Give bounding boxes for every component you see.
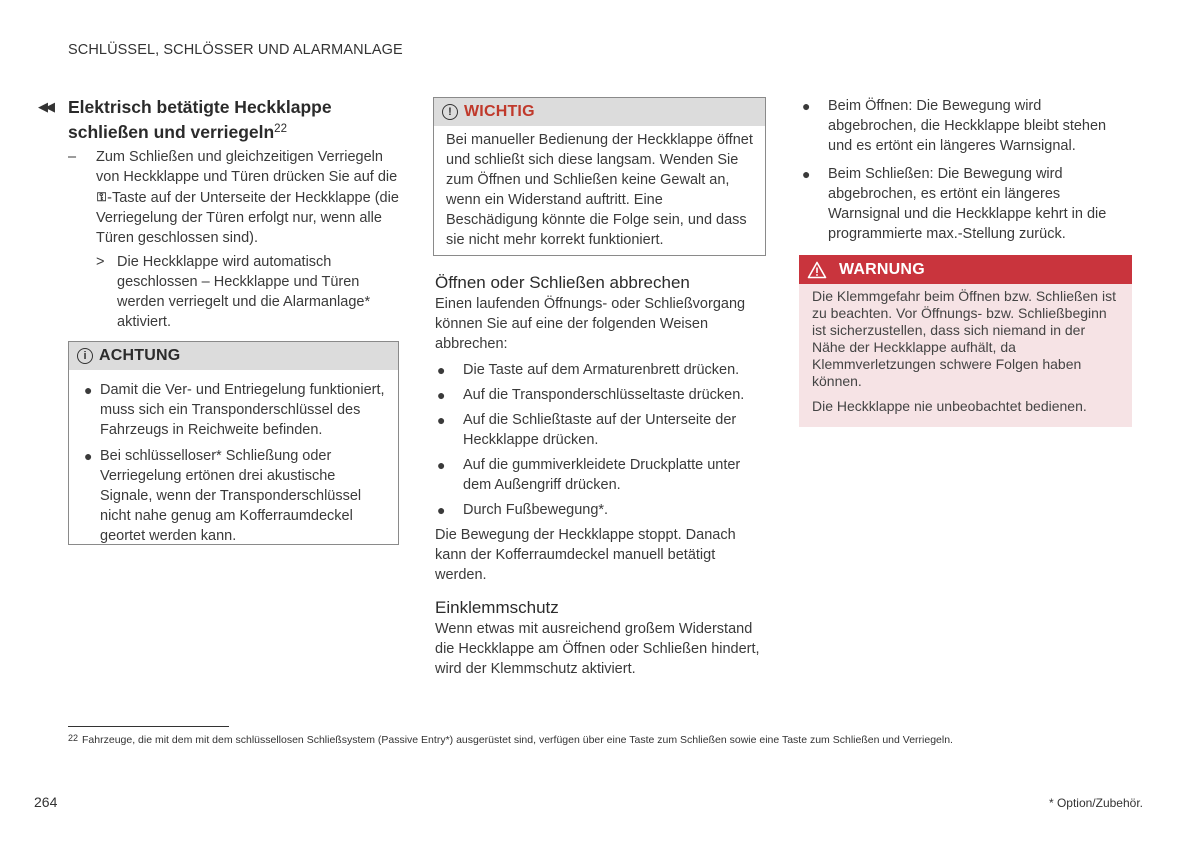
list-item-text: Auf die Transponderschlüsseltaste drücken. — [463, 387, 745, 403]
list-item — [435, 385, 765, 405]
abbrechen-heading: Öffnen oder Schließen abbrechen — [435, 273, 690, 292]
instruction-result — [30, 252, 402, 332]
einklemmschutz-text: Wenn etwas mit ausreichend großem Widerstand die Heckklappe am Öffnen oder Schließen hindert, wird der Klemmschutz aktiviert. — [435, 621, 760, 677]
result-marker: > — [96, 254, 105, 270]
footnote-text: Fahrzeuge, die mit dem mit dem schlüssellosen Schließsystem (Passive Entry*) ausgerüstet sind, verfügen über eine Taste zum Schließen sowie eine Taste zum Schließen und Verriegeln. — [82, 734, 953, 746]
einklemmschutz-heading: Einklemmschutz — [435, 598, 559, 617]
bullet-icon: ● — [437, 362, 446, 378]
warnung-body — [799, 284, 1132, 415]
warning-triangle-icon — [807, 261, 827, 279]
achtung-box — [68, 341, 399, 545]
page-header-title: SCHLÜSSEL, SCHLÖSSER UND ALARMANLAGE — [68, 42, 403, 58]
result-text: Die Heckklappe wird automatisch geschlossen – Heckklappe und Türen werden verriegelt und die Alarmanlage* aktiviert. — [117, 254, 371, 330]
bullet-icon: ● — [84, 448, 93, 464]
section-title-text: Elektrisch betätigte Heckklappe schließen und verriegeln — [68, 97, 332, 142]
list-item — [82, 446, 388, 546]
bullet-icon: ● — [437, 457, 446, 473]
abbrechen-list — [435, 360, 765, 520]
wichtig-box — [433, 97, 766, 256]
list-item-text: Durch Fußbewegung*. — [463, 502, 609, 518]
behavior-list — [800, 96, 1132, 244]
step-text-2b: -Taste auf der Unterseite der Heckklappe (die Verriegelung der Türen erfolgt nur, wenn alle Türen geschlossen sind). — [96, 190, 399, 246]
list-item-text: Beim Öffnen: Die Bewegung wird abgebrochen, die Heckklappe bleibt stehen und es ertönt ein längeres Warnsignal. — [828, 98, 1107, 154]
option-note: * Option/Zubehör. — [1048, 796, 1143, 810]
bullet-icon: ● — [84, 382, 93, 398]
bullet-icon: ● — [437, 502, 446, 518]
list-item — [82, 380, 388, 440]
warnung-text-1: Die Klemmgefahr beim Öffnen bzw. Schließen ist zu beachten. Vor Öffnungs- bzw. Schließbeginn ist sicherzustellen, dass sich niemand in der Nähe der Heckklappe aufhält, da Klemmverletzungen schwere Folgen haben können. — [812, 288, 1116, 389]
step-text-2a: die — [377, 169, 398, 185]
bullet-icon: ● — [802, 166, 811, 182]
wichtig-text: Bei manueller Bedienung der Heckklappe öffnet und schließt sich diese langsam. Wenden Sie zum Öffnen und Schließen keine Gewalt an, wenn ein Widerstand auftritt. Eine Beschädigung könnte die Folge sein, und dass sie nicht mehr korrekt funktioniert. — [446, 132, 753, 248]
list-item-text: Auf die gummiverkleidete Druckplatte unter dem Außengriff drücken. — [463, 457, 741, 493]
achtung-title: ACHTUNG — [99, 347, 181, 364]
list-item — [435, 500, 765, 520]
warnung-box — [799, 255, 1132, 427]
abbrechen-outro: Die Bewegung der Heckklappe stoppt. Danach kann der Kofferraumdeckel manuell betätigt werden. — [435, 527, 736, 583]
footnote-ref[interactable]: 22 — [274, 123, 287, 135]
list-item — [435, 455, 765, 495]
warnung-header — [799, 255, 1132, 284]
abbrechen-intro: Einen laufenden Öffnungs- oder Schließvorgang können Sie auf eine der folgenden Weisen abbrechen: — [435, 296, 746, 352]
wichtig-title: WICHTIG — [464, 103, 535, 120]
step-text-1: Zum Schließen und gleichzeitigen Verriegeln von Heckklappe und Türen drücken Sie auf — [96, 149, 383, 185]
footnote-divider — [68, 726, 229, 727]
bullet-icon: ● — [802, 98, 811, 114]
footnote-number: 22 — [68, 733, 79, 743]
list-item — [435, 360, 765, 380]
exclamation-icon: ! — [442, 104, 458, 120]
back-chevrons-icon[interactable]: ◀◀ — [38, 99, 52, 114]
list-item-text: Auf die Schließtaste auf der Unterseite der Heckklappe drücken. — [463, 412, 737, 448]
achtung-item-text: Bei schlüsselloser* Schließung oder Verriegelung ertönen drei akustische Signale, wenn der Transponderschlüssel nicht nahe genug am Kofferraumdeckel geortet werden kann. — [100, 448, 362, 544]
warnung-title: WARNUNG — [839, 260, 925, 278]
tailgate-lock-key-icon: ⚿ — [97, 190, 107, 204]
achtung-header — [69, 342, 398, 370]
instruction-step — [30, 147, 402, 248]
achtung-item-text: Damit die Ver- und Entriegelung funktioniert, muss sich ein Transponderschlüssel des Fahrzeugs in Reichweite befinden. — [100, 382, 385, 438]
info-icon: i — [77, 348, 93, 364]
wichtig-header — [434, 98, 765, 126]
bullet-icon: ● — [437, 412, 446, 428]
list-item-text: Beim Schließen: Die Bewegung wird abgebrochen, es ertönt ein längeres Warnsignal und die Heckklappe kehrt in die programmierte max.-Stellung zurück. — [828, 166, 1107, 242]
column-right — [800, 96, 1132, 252]
section-title — [68, 96, 402, 143]
column-middle — [435, 272, 765, 679]
warnung-text-2: Die Heckklappe nie unbeobachtet bedienen. — [812, 398, 1087, 414]
list-item — [800, 96, 1132, 156]
column-left — [30, 96, 402, 332]
list-item — [800, 164, 1132, 244]
bullet-icon: ● — [437, 387, 446, 403]
list-item-text: Die Taste auf dem Armaturenbrett drücken. — [463, 362, 740, 378]
achtung-list — [69, 370, 398, 546]
step-marker: – — [68, 149, 77, 165]
list-item — [435, 410, 765, 450]
page-number: 264 — [34, 794, 58, 810]
footnote — [68, 731, 953, 747]
